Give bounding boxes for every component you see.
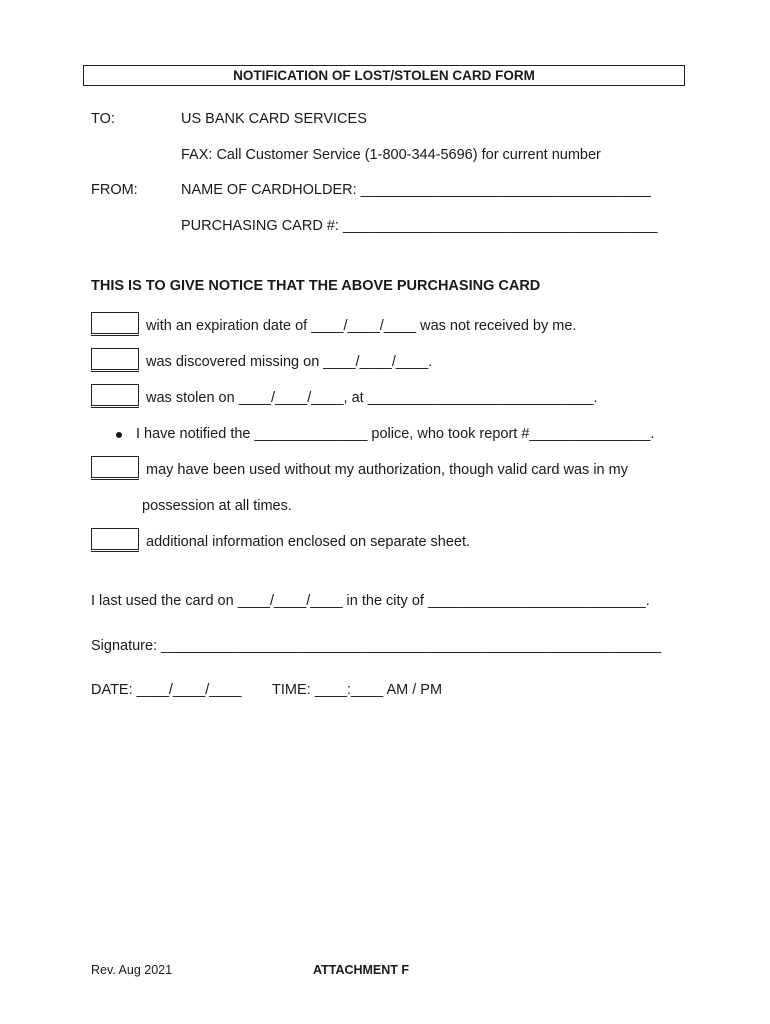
card-number-field[interactable]: PURCHASING CARD #: _______________________________________ xyxy=(181,218,658,234)
stolen-checkbox[interactable] xyxy=(91,384,139,406)
from-label: FROM: xyxy=(91,182,138,198)
form-title: NOTIFICATION OF LOST/STOLEN CARD FORM xyxy=(83,65,685,86)
to-label: TO: xyxy=(91,111,115,127)
last-used-line[interactable]: I last used the card on ____/____/____ in the city of ___________________________. xyxy=(91,593,650,609)
unauthorized-text-line1: may have been used without my authorization, though valid card was in my xyxy=(146,462,628,478)
unauthorized-checkbox[interactable] xyxy=(91,456,139,478)
signature-field[interactable]: Signature: ______________________________________________________________ xyxy=(91,638,662,654)
fax-line: FAX: Call Customer Service (1-800-344-5696) for current number xyxy=(181,147,601,163)
cardholder-name-field[interactable]: NAME OF CARDHOLDER: ____________________________________ xyxy=(181,182,651,198)
missing-text: was discovered missing on ____/____/____. xyxy=(146,354,433,370)
police-report-text: I have notified the ______________ police, who took report #_______________. xyxy=(136,426,655,442)
time-field[interactable]: TIME: ____:____ AM / PM xyxy=(272,682,443,698)
notice-heading: THIS IS TO GIVE NOTICE THAT THE ABOVE PURCHASING CARD xyxy=(91,278,541,294)
unauthorized-text-line2: possession at all times. xyxy=(142,498,292,514)
to-name: US BANK CARD SERVICES xyxy=(181,111,367,127)
missing-checkbox[interactable] xyxy=(91,348,139,370)
bullet-icon xyxy=(116,432,122,438)
additional-info-checkbox[interactable] xyxy=(91,528,139,550)
stolen-text: was stolen on ____/____/____, at ____________________________. xyxy=(146,390,598,406)
attachment-label: ATTACHMENT F xyxy=(313,963,410,977)
not-received-checkbox[interactable] xyxy=(91,312,139,334)
revision-label: Rev. Aug 2021 xyxy=(91,963,173,977)
not-received-text: with an expiration date of ____/____/____ was not received by me. xyxy=(146,318,577,334)
additional-info-text: additional information enclosed on separate sheet. xyxy=(146,534,471,550)
date-field[interactable]: DATE: ____/____/____ xyxy=(91,682,242,698)
